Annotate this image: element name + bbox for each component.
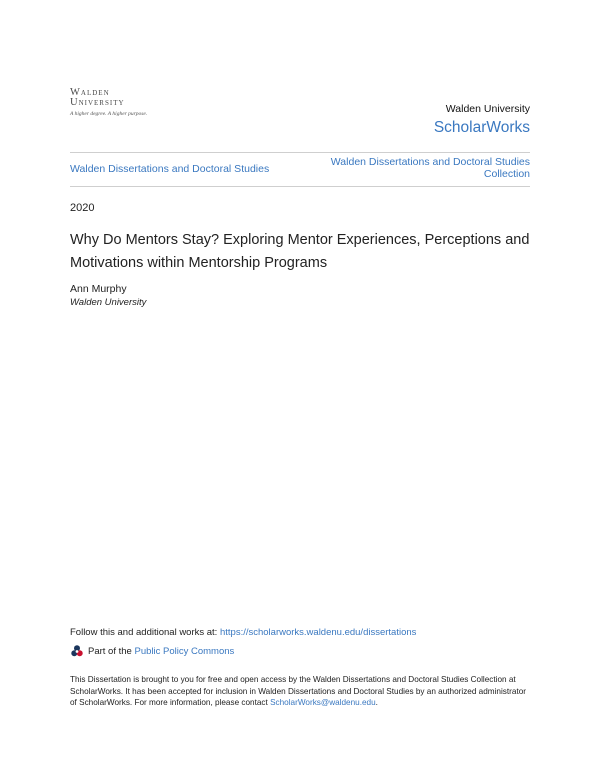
institution-name: Walden University <box>445 103 530 115</box>
logo-tagline: A higher degree. A higher purpose. <box>70 111 148 117</box>
divider-top <box>70 152 530 153</box>
follow-text: Follow this and additional works at: <box>70 627 220 638</box>
public-policy-commons-link[interactable]: Public Policy Commons <box>134 645 235 657</box>
notice-text: This Dissertation is brought to you for free and open access by the Walden Dissertations and Doctoral Studies Collection at ScholarWorks. It has been accepted for inclusion in Walden Dissertations and Doctoral Studies by an authorized administrator of ScholarWorks. For more information, please contact <box>70 675 527 707</box>
commons-network-icon <box>70 644 84 658</box>
dissertations-link[interactable]: Walden Dissertations and Doctoral Studies <box>70 163 270 175</box>
dissertations-collection-link[interactable]: Walden Dissertations and Doctoral Studies Collection <box>330 156 530 180</box>
contact-email-link[interactable]: ScholarWorks@waldenu.edu <box>270 698 376 707</box>
access-notice <box>70 674 535 709</box>
document-title: Why Do Mentors Stay? Exploring Mentor Experiences, Perceptions and Motivations within Mentorship Programs <box>70 232 530 271</box>
logo-line-2: University <box>70 97 125 108</box>
part-of-prefix: Part of the <box>88 645 132 657</box>
walden-logo <box>70 88 170 117</box>
part-of-line <box>70 644 234 658</box>
scholarworks-link[interactable]: ScholarWorks <box>433 119 530 136</box>
notice-end: . <box>375 698 378 707</box>
author-name: Ann Murphy <box>70 283 127 295</box>
follow-line <box>70 627 416 638</box>
publication-year: 2020 <box>70 202 95 214</box>
author-affiliation: Walden University <box>70 297 147 308</box>
follow-url-link[interactable]: https://scholarworks.waldenu.edu/dissertations <box>219 627 417 638</box>
divider-bottom <box>70 186 530 187</box>
logo-line-1: Walden <box>70 87 110 98</box>
